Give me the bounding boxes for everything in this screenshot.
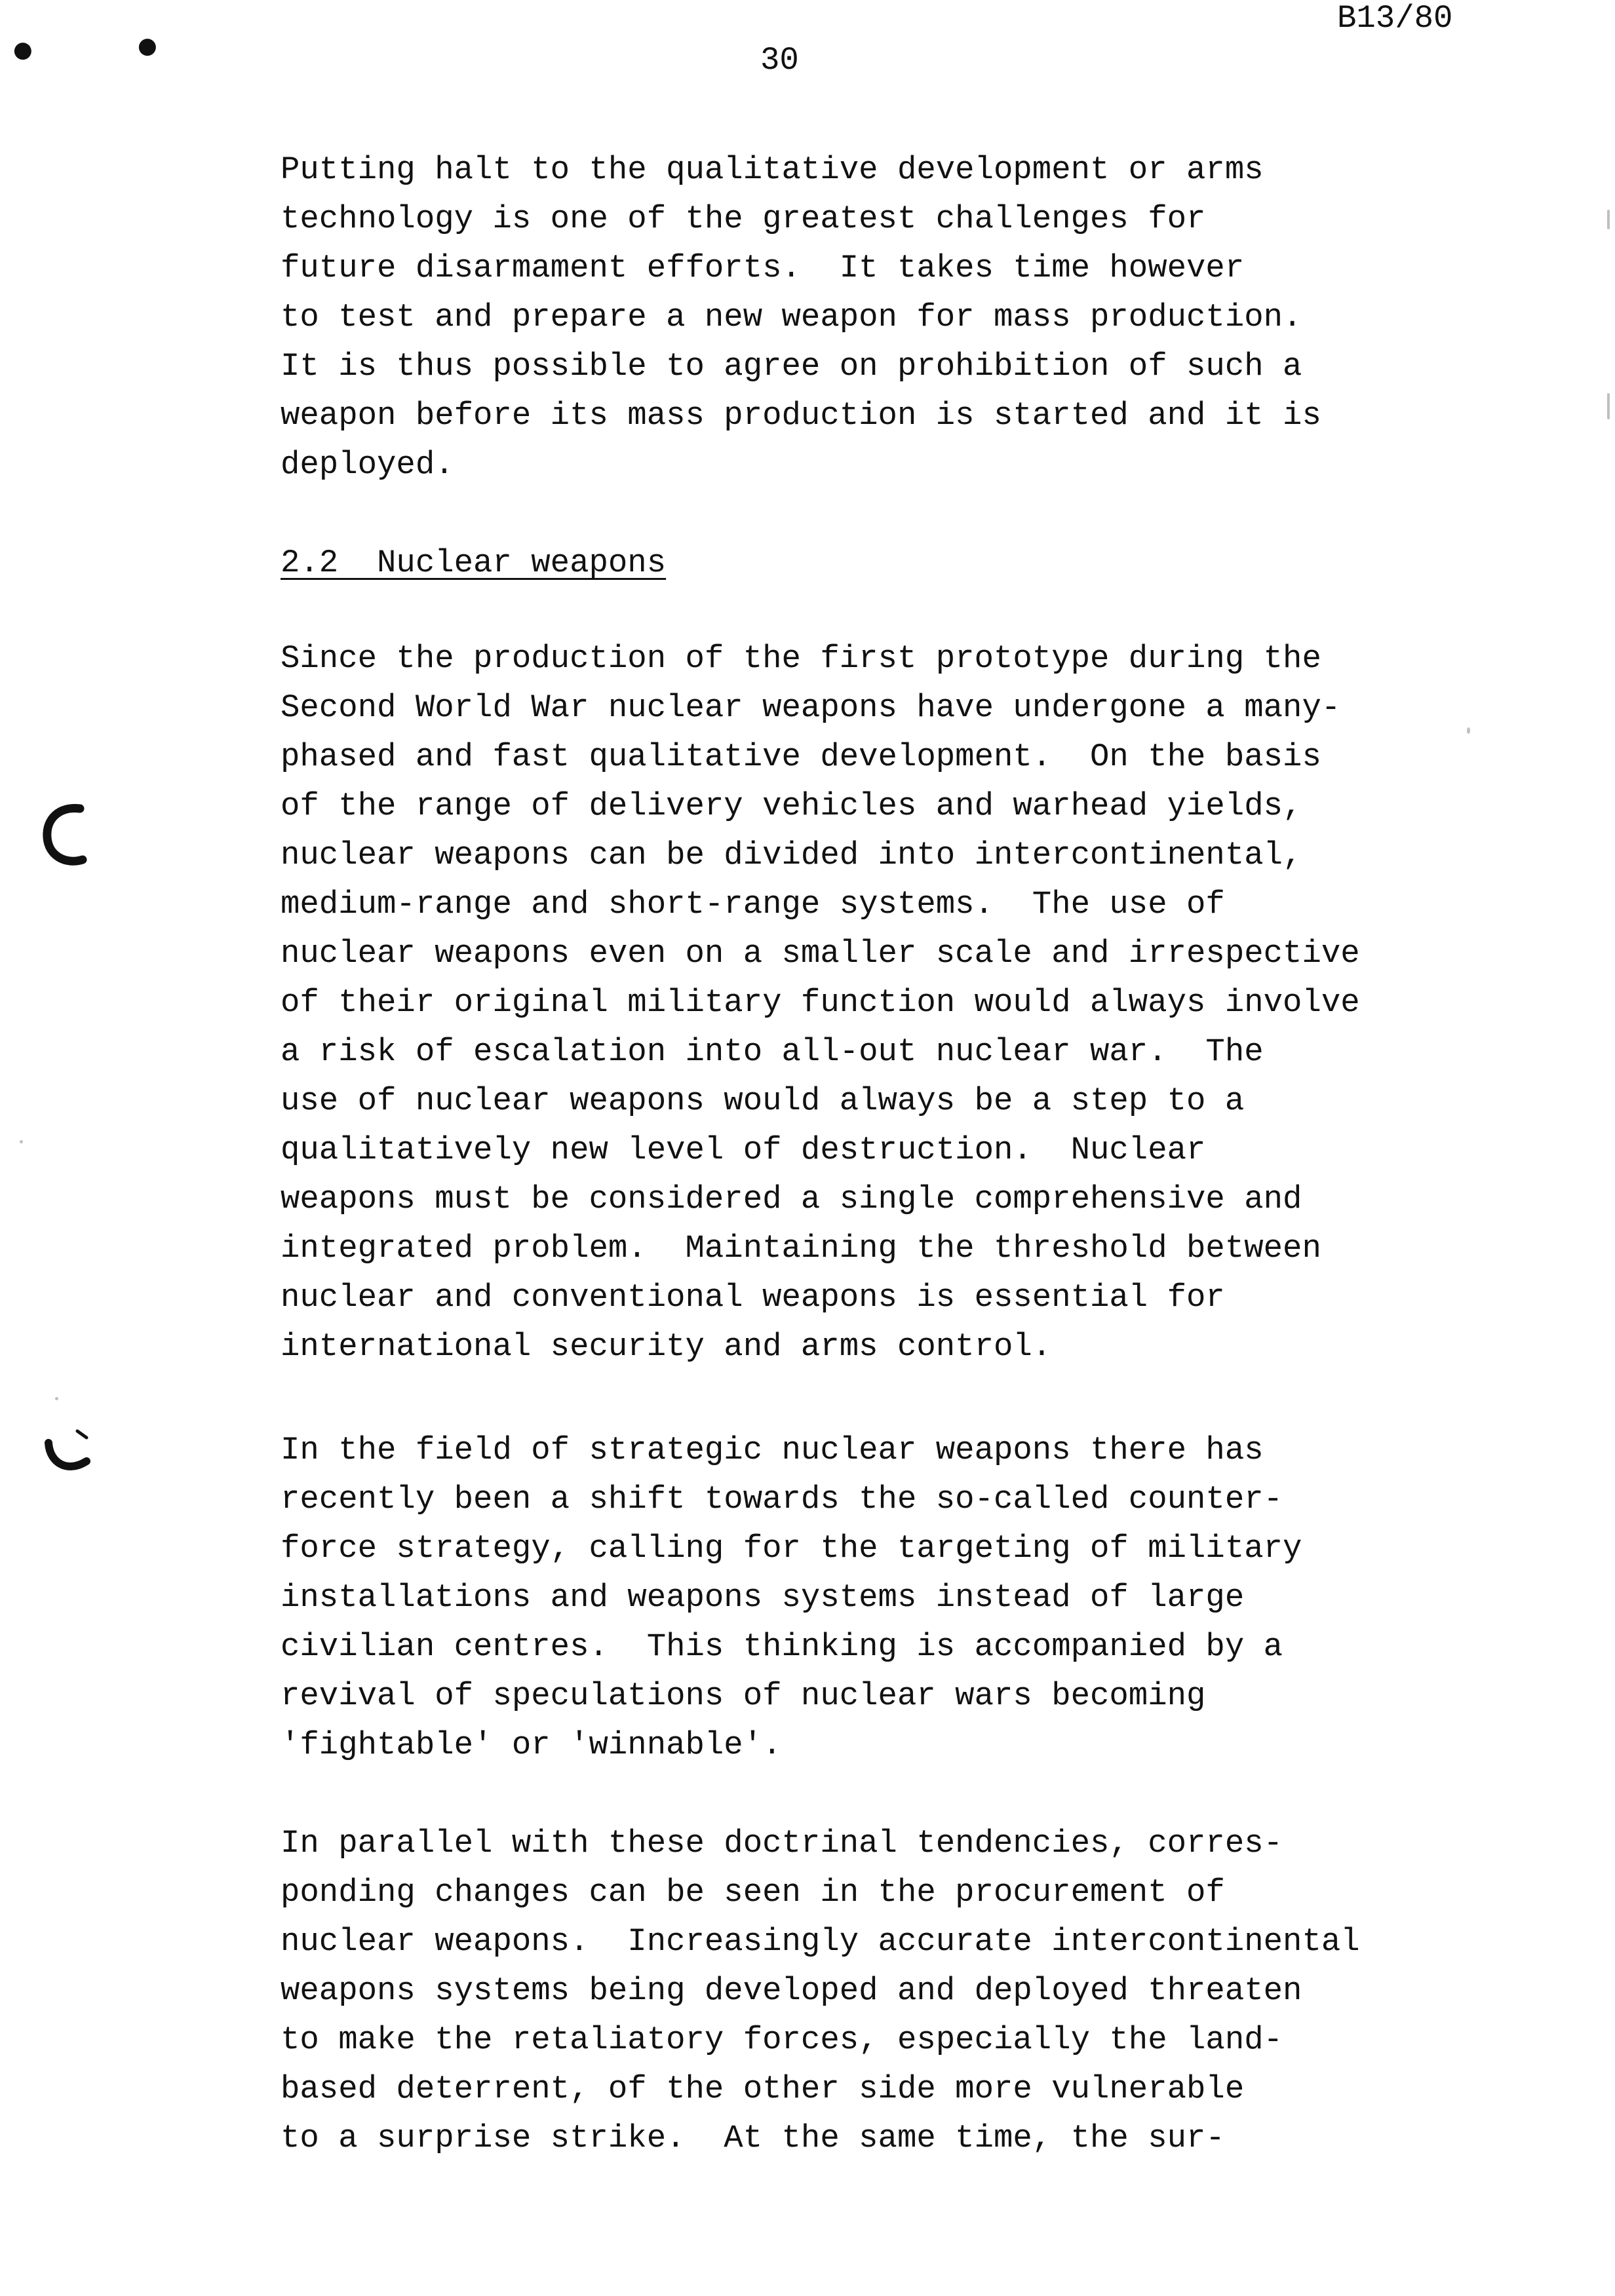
text-line: installations and weapons systems instead of large xyxy=(281,1579,1245,1616)
page-number: 30 xyxy=(760,42,799,79)
text-line: a risk of escalation into all-out nuclear war. The xyxy=(281,1033,1264,1070)
text-line: civilian centres. This thinking is accompanied by a xyxy=(281,1628,1283,1665)
text-line: Putting halt to the qualitative development or arms xyxy=(281,151,1264,188)
text-line: revival of speculations of nuclear wars becoming xyxy=(281,1677,1206,1714)
text-line: based deterrent, of the other side more vulnerable xyxy=(281,2071,1245,2107)
text-line: ponding changes can be seen in the procurement of xyxy=(281,1874,1225,1911)
text-line: phased and fast qualitative development. On the basis xyxy=(281,738,1321,775)
text-line: In the field of strategic nuclear weapons there has xyxy=(281,1432,1264,1468)
text-line: to a surprise strike. At the same time, the sur- xyxy=(281,2120,1225,2156)
text-line: Since the production of the first prototype during the xyxy=(281,640,1321,677)
scan-speck xyxy=(1467,727,1470,734)
paragraph-nuclear-weapons xyxy=(281,634,1565,1371)
text-line: nuclear weapons. Increasingly accurate intercontinental xyxy=(281,1923,1360,1960)
text-line: nuclear weapons can be divided into intercontinental, xyxy=(281,837,1302,873)
text-line: nuclear and conventional weapons is essential for xyxy=(281,1279,1225,1316)
text-line: medium-range and short-range systems. The use of xyxy=(281,886,1225,923)
text-line: weapons must be considered a single comprehensive and xyxy=(281,1181,1302,1217)
text-line: weapons systems being developed and deployed threaten xyxy=(281,1972,1302,2009)
text-line: technology is one of the greatest challenges for xyxy=(281,201,1206,237)
intro-paragraph xyxy=(281,145,1565,489)
text-line: of the range of delivery vehicles and warhead yields, xyxy=(281,788,1302,824)
text-line: qualitatively new level of destruction. Nuclear xyxy=(281,1132,1206,1168)
scan-speck xyxy=(20,1140,23,1143)
text-line: It is thus possible to agree on prohibition of such a xyxy=(281,348,1302,385)
scan-speck xyxy=(1607,210,1610,229)
scan-speck xyxy=(1607,393,1610,419)
text-line: recently been a shift towards the so-called counter- xyxy=(281,1481,1283,1518)
text-line: to make the retaliatory forces, especially the land- xyxy=(281,2021,1283,2058)
text-line: force strategy, calling for the targeting of military xyxy=(281,1530,1302,1567)
c-mark-icon xyxy=(39,799,92,871)
text-line: In parallel with these doctrinal tendencies, corres- xyxy=(281,1825,1283,1862)
text-line: Second World War nuclear weapons have undergone a many- xyxy=(281,689,1341,726)
section-heading: 2.2 Nuclear weapons xyxy=(281,545,667,581)
text-line: integrated problem. Maintaining the threshold between xyxy=(281,1230,1321,1267)
text-line: deployed. xyxy=(281,446,454,483)
text-line: to test and prepare a new weapon for mass production. xyxy=(281,299,1302,335)
text-line: 'fightable' or 'winnable'. xyxy=(281,1727,782,1763)
text-line: future disarmament efforts. It takes time however xyxy=(281,250,1245,286)
document-reference: B13/80 xyxy=(1337,0,1453,37)
text-line: international security and arms control. xyxy=(281,1328,1052,1365)
text-line: of their original military function would always involve xyxy=(281,984,1360,1021)
c-mark-icon xyxy=(41,1423,93,1482)
text-line: use of nuclear weapons would always be a step to a xyxy=(281,1082,1245,1119)
scan-speck xyxy=(55,1397,58,1400)
text-line: weapon before its mass production is started and it is xyxy=(281,397,1321,434)
paragraph-procurement xyxy=(281,1819,1565,2163)
paragraph-counterforce xyxy=(281,1426,1565,1770)
stray-mark-icon: ● xyxy=(13,37,33,63)
text-line: nuclear weapons even on a smaller scale and irrespective xyxy=(281,935,1360,972)
stray-mark-icon: ● xyxy=(138,33,157,59)
